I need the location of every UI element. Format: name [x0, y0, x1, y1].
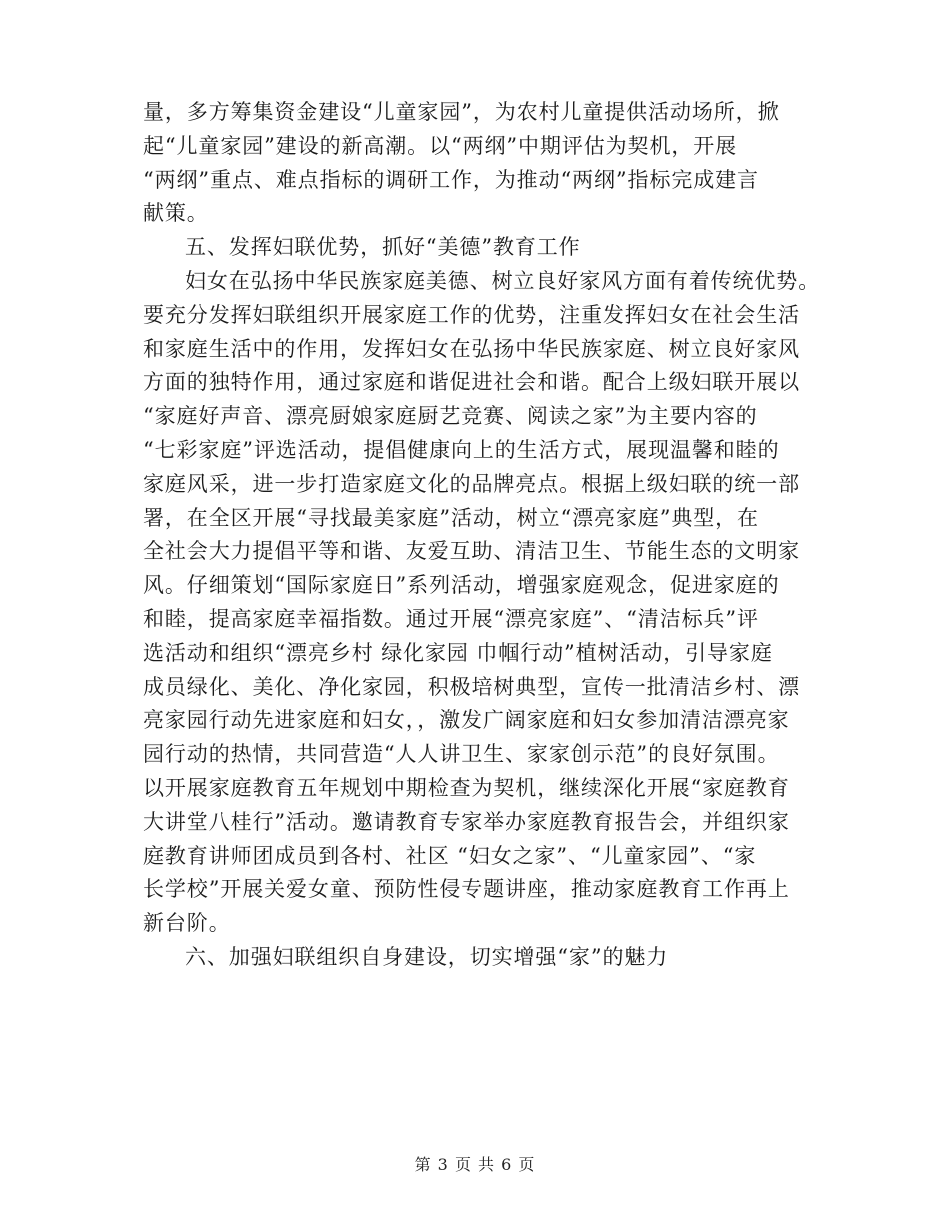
text-line: “两纲”重点、难点指标的调研工作，为推动“两纲”指标完成建言: [143, 167, 759, 192]
text-line: 园行动的热情，共同营造“人人讲卫生、家家创示范”的良好氛围。: [143, 742, 780, 767]
text-line: 家庭风采，进一步打造家庭文化的品牌亮点。根据上级妇联的统一部: [143, 471, 800, 496]
text-line: 成员绿化、美化、净化家园，积极培树典型，宣传一批清洁乡村、漂: [143, 674, 800, 699]
paragraph-first-line: 妇女在弘扬中华民族家庭美德、树立良好家风方面有着传统优势。: [185, 268, 821, 293]
text-line: 庭教育讲师团成员到各村、社区 “妇女之家”、“儿童家园”、“家: [143, 843, 757, 868]
text-line: 要充分发挥妇联组织开展家庭工作的优势，注重发挥妇女在社会生活: [143, 302, 800, 327]
text-line: 风。仔细策划“国际家庭日”系列活动，增强家庭观念，促进家庭的: [143, 573, 780, 598]
text-line: 全社会大力提倡平等和谐、友爱互助、清洁卫生、节能生态的文明家: [143, 539, 800, 564]
text-line: 亮家园行动先进家庭和妇女，，激发广阔家庭和妇女参加清洁漂亮家: [143, 708, 790, 733]
text-line: 署，在全区开展“寻找最美家庭”活动，树立“漂亮家庭”典型，在: [143, 505, 759, 530]
page-footer: [0, 1152, 950, 1175]
text-line: 献策。: [143, 201, 209, 226]
text-line: 选活动和组织“漂亮乡村 绿化家园 巾帼行动”植树活动，引导家庭: [143, 640, 773, 665]
section-heading-6: 六、加强妇联组织自身建设，切实增强“家”的魅力: [185, 944, 669, 969]
text-line: 长学校”开展关爱女童、预防性侵专题讲座，推动家庭教育工作再上: [143, 877, 790, 902]
text-line: “家庭好声音、漂亮厨娘家庭厨艺竞赛、阅读之家”为主要内容的: [143, 404, 758, 429]
document-body: [143, 96, 823, 975]
section-heading-5: 五、发挥妇联优势，抓好“美德”教育工作: [185, 235, 581, 260]
text-line: 新台阶。: [143, 911, 231, 936]
text-line: 方面的独特作用，通过家庭和谐促进社会和谐。配合上级妇联开展以: [143, 370, 800, 395]
text-line: 和家庭生活中的作用，发挥妇女在弘扬中华民族家庭、树立良好家风: [143, 336, 800, 361]
text-line: 大讲堂八桂行”活动。邀请教育专家举办家庭教育报告会，并组织家: [143, 809, 790, 834]
text-line: 量，多方筹集资金建设“儿童家园”，为农村儿童提供活动场所，掀: [143, 100, 780, 124]
page-number: 第 3 页 共 6 页: [414, 1155, 536, 1174]
text-line: “七彩家庭”评选活动，提倡健康向上的生活方式，展现温馨和睦的: [143, 437, 780, 462]
text-line: 和睦，提高家庭幸福指数。通过开展“漂亮家庭”、“清洁标兵”评: [143, 606, 759, 631]
text-line: 以开展家庭教育五年规划中期检查为契机，继续深化开展“家庭教育: [143, 775, 790, 800]
text-line: 起“儿童家园”建设的新高潮。以“两纲”中期评估为契机，开展: [143, 133, 738, 158]
